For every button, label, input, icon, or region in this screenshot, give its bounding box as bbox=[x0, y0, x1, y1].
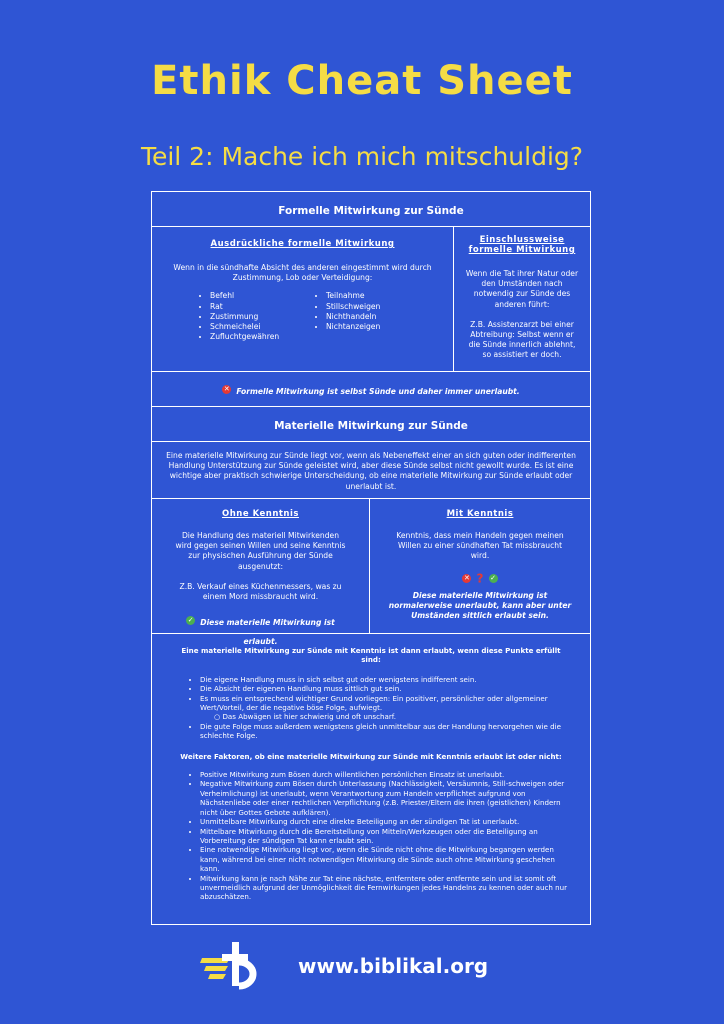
formal-verdict-box bbox=[151, 371, 591, 407]
condition-sub-text: Das Abwägen ist hier schwierig und oft unscharf. bbox=[222, 712, 396, 722]
explicit-lists bbox=[166, 291, 439, 342]
cross-icon: ✕ bbox=[463, 573, 470, 582]
list-item: • Befehl bbox=[210, 291, 310, 301]
explicit-text: Wenn in die sündhafte Absicht des anderen eingestimmt wird durch Zustimmung, Lob oder Verteidigung: bbox=[173, 263, 432, 283]
explicit-formal-box bbox=[151, 226, 454, 372]
with-heading: Mit Kenntnis bbox=[446, 509, 514, 519]
list-item: • Negative Mitwirkung zum Bösen durch Unterlassung (Nachlässigkeit, Versäumnis, Still-schweigen oder Verheimlichung) ist unerlaubt, wenn Verantwortung zum Handeln verpflichtet aufgrund von Nächstenliebe oder einer rechtlichen Verpflichtung (z.B. Priester/Eltern die ihren (geistlichen) Kindern nicht über Gottes Gebote aufklären). bbox=[200, 779, 568, 817]
list-item: • Teilnahme bbox=[326, 291, 380, 301]
implicit-heading-2: formelle Mitwirkung bbox=[468, 245, 576, 255]
with-text: Kenntnis, dass mein Handeln gegen meinen Willen zu einer sündhaften Tat missbraucht wird. bbox=[396, 531, 564, 561]
check-icon: ✓ bbox=[490, 573, 497, 582]
question-icon: ? bbox=[476, 571, 484, 586]
without-verdict: Diese materielle Mitwirkung ist erlaubt. bbox=[200, 618, 335, 647]
with-verdict: Diese materielle Mitwirkung ist normalerweise unerlaubt, kann aber unter Umständen sittlich erlaubt sein. bbox=[388, 590, 572, 621]
list-item: • Die eigene Handlung muss in sich selbst gut oder wenigstens indifferent sein. bbox=[200, 675, 568, 684]
conditions-heading: Eine materielle Mitwirkung zur Sünde mit Kenntnis ist dann erlaubt, wenn diese Punkte erfüllt sind: bbox=[181, 646, 561, 665]
with-knowledge-box bbox=[369, 498, 591, 634]
factors-list bbox=[174, 770, 568, 902]
list-item: • Die gute Folge muss außerdem wenigstens gleich unmittelbar aus der Handlung hervorgehen wie die schlechte Folge. bbox=[200, 722, 568, 741]
implicit-text: Wenn die Tat ihrer Natur oder den Umständen nach notwendig zur Sünde des anderen führt: bbox=[465, 269, 579, 309]
conditions-box bbox=[151, 633, 591, 925]
explicit-list-left bbox=[194, 291, 310, 342]
explicit-heading: Ausdrückliche formelle Mitwirkung bbox=[210, 239, 395, 249]
biblikal-logo bbox=[200, 938, 270, 990]
list-item: • Eine notwendige Mitwirkung liegt vor, wenn die Sünde nicht ohne die Mitwirkung begangen werden kann, während bei einer nicht notwendigen Mitwirkung die Sünde auch ohne Mitwirkung geschehen kann. bbox=[200, 845, 568, 873]
without-heading: Ohne Kenntnis bbox=[222, 509, 299, 519]
material-intro-box bbox=[151, 441, 591, 499]
conditions-list bbox=[174, 675, 568, 741]
formal-verdict: Formelle Mitwirkung ist selbst Sünde und daher immer unerlaubt. bbox=[236, 387, 520, 396]
without-text: Die Handlung des materiell Mitwirkenden wird gegen seinen Willen und seine Kenntnis zur physischen Ausführung der Sünde ausgenutzt: bbox=[175, 531, 346, 571]
formal-heading: Formelle Mitwirkung zur Sünde bbox=[278, 205, 464, 217]
material-intro: Eine materielle Mitwirkung zur Sünde liegt vor, wenn als Nebeneffekt einer an sich guten oder indifferenten Handlung Unterstützung zur Sünde geleistet wird, aber diese Sünde selbst nicht gewollt wurde. Es ist eine wichtige aber praktisch schwierige Unterscheidung, ob eine materielle Mitwirkung zur Sünde erlaubt oder unerlaubt ist. bbox=[166, 451, 576, 491]
cross-icon: ✕ bbox=[223, 385, 230, 393]
list-item: • Zustimmung bbox=[210, 312, 310, 322]
list-item: • Nichtanzeigen bbox=[326, 322, 380, 332]
list-item: • Schmeichelei bbox=[210, 322, 310, 332]
list-item: • Es muss ein entsprechend wichtiger Grund vorliegen: Ein positiver, persönlicher oder allgemeiner Wert/Vorteil, der die negative böse Folge, aufwiegt. bbox=[200, 694, 568, 713]
material-heading-box bbox=[151, 406, 591, 442]
check-icon: ✓ bbox=[187, 616, 194, 625]
implicit-example: Z.B. Assistenzarzt bei einer Abtreibung: Selbst wenn er die Sünde innerlich ablehnt, so assistiert er doch. bbox=[468, 319, 576, 360]
list-item: • Unmittelbare Mitwirkung durch eine direkte Beteiligung an der sündigen Tat ist unerlaubt. bbox=[200, 817, 568, 826]
list-item: • Zufluchtgewähren bbox=[210, 332, 310, 342]
implicit-formal-box bbox=[453, 226, 591, 372]
without-example: Z.B. Verkauf eines Küchenmessers, was zu einem Mord missbraucht wird. bbox=[179, 581, 342, 602]
list-item: • Die Absicht der eigenen Handlung muss sittlich gut sein. bbox=[200, 684, 568, 693]
page-title: Ethik Cheat Sheet bbox=[151, 58, 573, 104]
list-item: • Stillschweigen bbox=[326, 302, 380, 312]
formal-heading-box bbox=[151, 191, 591, 227]
factors-heading: Weitere Faktoren, ob eine materielle Mitwirkung zur Sünde mit Kenntnis erlaubt ist oder nicht: bbox=[180, 751, 562, 761]
list-item: • Positive Mitwirkung zum Bösen durch willentlichen persönlichen Einsatz ist unerlaubt. bbox=[200, 770, 568, 779]
list-item: • Mitwirkung kann je nach Nähe zur Tat eine nächste, entferntere oder entfernte sein und ist somit oft unvermeidlich aufgrund der Unmöglichkeit die Fernwirkungen jedes Handelns zu kennen oder auch nur abzuschätzen. bbox=[200, 874, 568, 902]
material-heading: Materielle Mitwirkung zur Sünde bbox=[274, 420, 468, 432]
list-subitem: ○ Das Abwägen ist hier schwierig und oft unscharf. bbox=[214, 712, 396, 722]
with-icons bbox=[388, 568, 572, 587]
list-item: • Nichthandeln bbox=[326, 312, 380, 322]
explicit-list-right bbox=[310, 291, 380, 342]
implicit-heading-1: Einschlussweise bbox=[479, 235, 565, 245]
page-subtitle: Teil 2: Mache ich mich mitschuldig? bbox=[140, 142, 584, 171]
without-knowledge-box bbox=[151, 498, 370, 647]
footer-url[interactable]: www.biblikal.org bbox=[298, 954, 489, 978]
list-item: • Mittelbare Mitwirkung durch die Bereitstellung von Mitteln/Werkzeugen oder die Beteiligung an Vorbereitung der sündigen Tat kann erlaubt sein. bbox=[200, 827, 568, 846]
list-item: • Rat bbox=[210, 302, 310, 312]
